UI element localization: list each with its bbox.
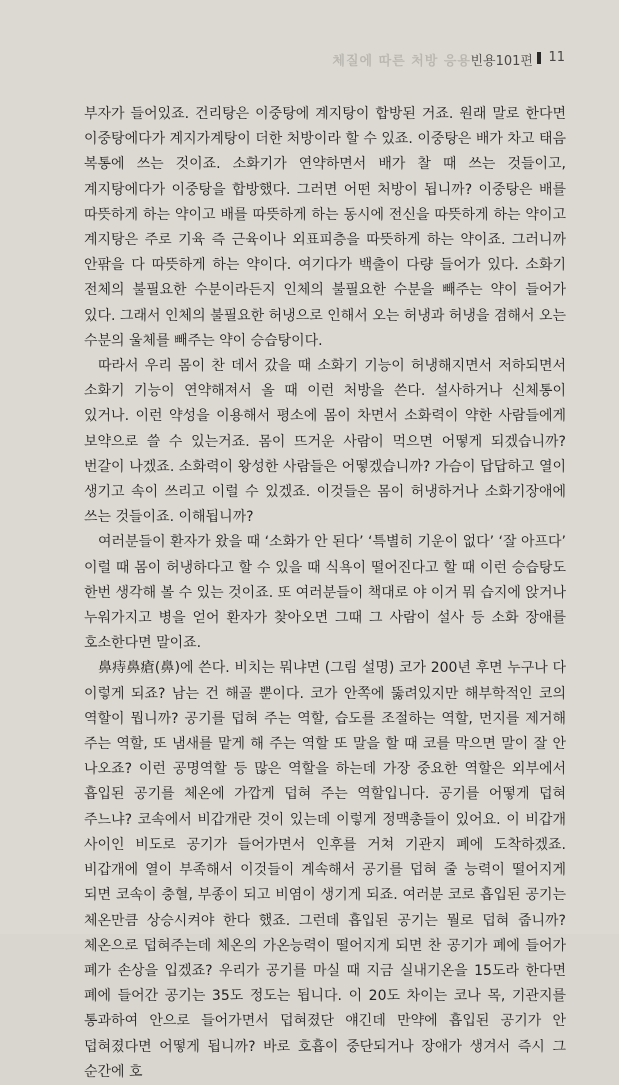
header-ghost-text: 체질에 따른 처방 응용 <box>332 54 471 69</box>
paragraph-1: 부자가 들어있죠. 건리탕은 이중탕에 계지탕이 합방된 거죠. 원래 말로 한다면 이중탕에다가 계지가계탕이 더한 처방이라 할 수 있죠. 이중탕은 배가 차고 태음 복통에 쓰는 것이죠. 소화기가 연약하면서 배가 찰 때 쓰는 것들이고, 계지탕에다가 이중탕을 합방했다. 그러면 어떤 처방이 됩니까? 이중탕은 배를 따뜻하게 하는 약이고 배를 따뜻하게 하는 동시에 전신을 따뜻하게 하는 약이고 계지탕은 주로 기육 즉 근육이나 외표피층을 따뜻하게 하는 약이죠. 그러니까 안팎을 다 따뜻하게 하는 약이다. 여기다가 백출이 다량 들어가 있다. 소화기 전체의 불필요한 수분이라든지 인체의 불필요한 수분을 빼주는 약이 들어가 있다. 그래서 인체의 불필요한 허냉으로 인해서 오는 허냉과 허냉을 겸해서 오는 수분의 울체를 빼주는 약이 승습탕이다. <box>84 106 566 349</box>
body-text <box>84 102 566 1085</box>
paragraph-3: 여러분들이 환자가 왔을 때 ‘소화가 안 된다’ ‘특별히 기운이 없다’ ‘잘 아프다’ 이럴 때 몸이 허냉하다고 할 수 있을 때 식욕이 떨어진다고 할 때 이런 승습탕도 한번 생각해 볼 수 있는 것이죠. 또 여러분들이 책대로 야 이거 뭐 습지에 앉거나 누워가지고 병을 얻어 환자가 찾아오면 그때 그 사람이 설사 등 소화 장애를 호소한다면 말이죠. <box>84 534 566 652</box>
header-divider-bar <box>537 52 541 64</box>
header-title: 빈용101편 <box>470 54 533 69</box>
paragraph-4: 鼻痔鼻瘡(鼻)에 쓴다. 비치는 뭐냐면 (그림 설명) 코가 200년 후면 누구나 다 이렇게 되죠? 남는 건 해골 뿐이다. 코가 안쪽에 뚫려있지만 해부학적인 코의 역할이 뭡니까? 공기를 덥혀 주는 역할, 습도를 조절하는 역할, 먼지를 제거해 주는 역할, 또 냄새를 맡게 해 주는 역할 또 말을 할 때 코를 막으면 말이 잘 안 나오죠? 이런 공명역할 등 많은 역할을 하는데 가장 중요한 역할은 외부에서 흡입된 공기를 체온에 가깝게 덥혀 주는 역할입니다. 공기를 어떻게 덥혀 주느냐? 코속에서 비갑개란 것이 있는데 이렇게 정맥총들이 있어요. 이 비갑개 사이인 비도로 공기가 들어가면서 인후를 거쳐 기관지 폐에 도착하겠죠. 비갑개에 열이 부족해서 이것들이 계속해서 공기를 덥혀 줄 능력이 떨어지게 되면 코속이 충혈, 부종이 되고 비염이 생기게 되죠. 여러분 코로 흡입된 공기는 체온만큼 상승시켜야 한다 했죠. 그런데 흡입된 공기는 뭘로 덥혀 줍니까? 체온으로 덥혀주는데 체온의 가온능력이 떨어지게 되면 찬 공기가 폐에 들어가 폐가 손상을 입겠죠? 우리가 공기를 마실 때 지금 실내기온을 15도라 한다면 폐에 들어간 공기는 35도 정도는 됩니다. 이 20도 차이는 코나 목, 기관지를 통과하여 안으로 들어가면서 덥혀졌단 얘긴데 만약에 흡입된 공기가 안 덥혀졌다면 어떻게 됩니까? 바로 호흡이 중단되거나 장애가 생겨서 즉시 그 순간에 호 <box>84 660 566 1080</box>
running-header <box>0 48 619 68</box>
paragraph-2: 따라서 우리 몸이 찬 데서 갔을 때 소화기 기능이 허냉해지면서 저하되면서 소화기 기능이 연약해져서 올 때 이런 처방을 쓴다. 설사하거나 신체통이 있거나. 이런 약성을 이용해서 평소에 몸이 차면서 소화력이 약한 사람들에게 보약으로 쓸 수 있는거죠. 몸이 뜨거운 사람이 먹으면 어떻게 되겠습니까? 번갈이 나겠죠. 소화력이 왕성한 사람들은 어떻겠습니까? 가슴이 답답하고 열이 생기고 속이 쓰리고 이럴 수 있겠죠. 이것들은 몸이 허냉하거나 소화기장애에 쓰는 것들이죠. 이해됩니까? <box>84 358 566 526</box>
page-number: 11 <box>548 50 565 65</box>
